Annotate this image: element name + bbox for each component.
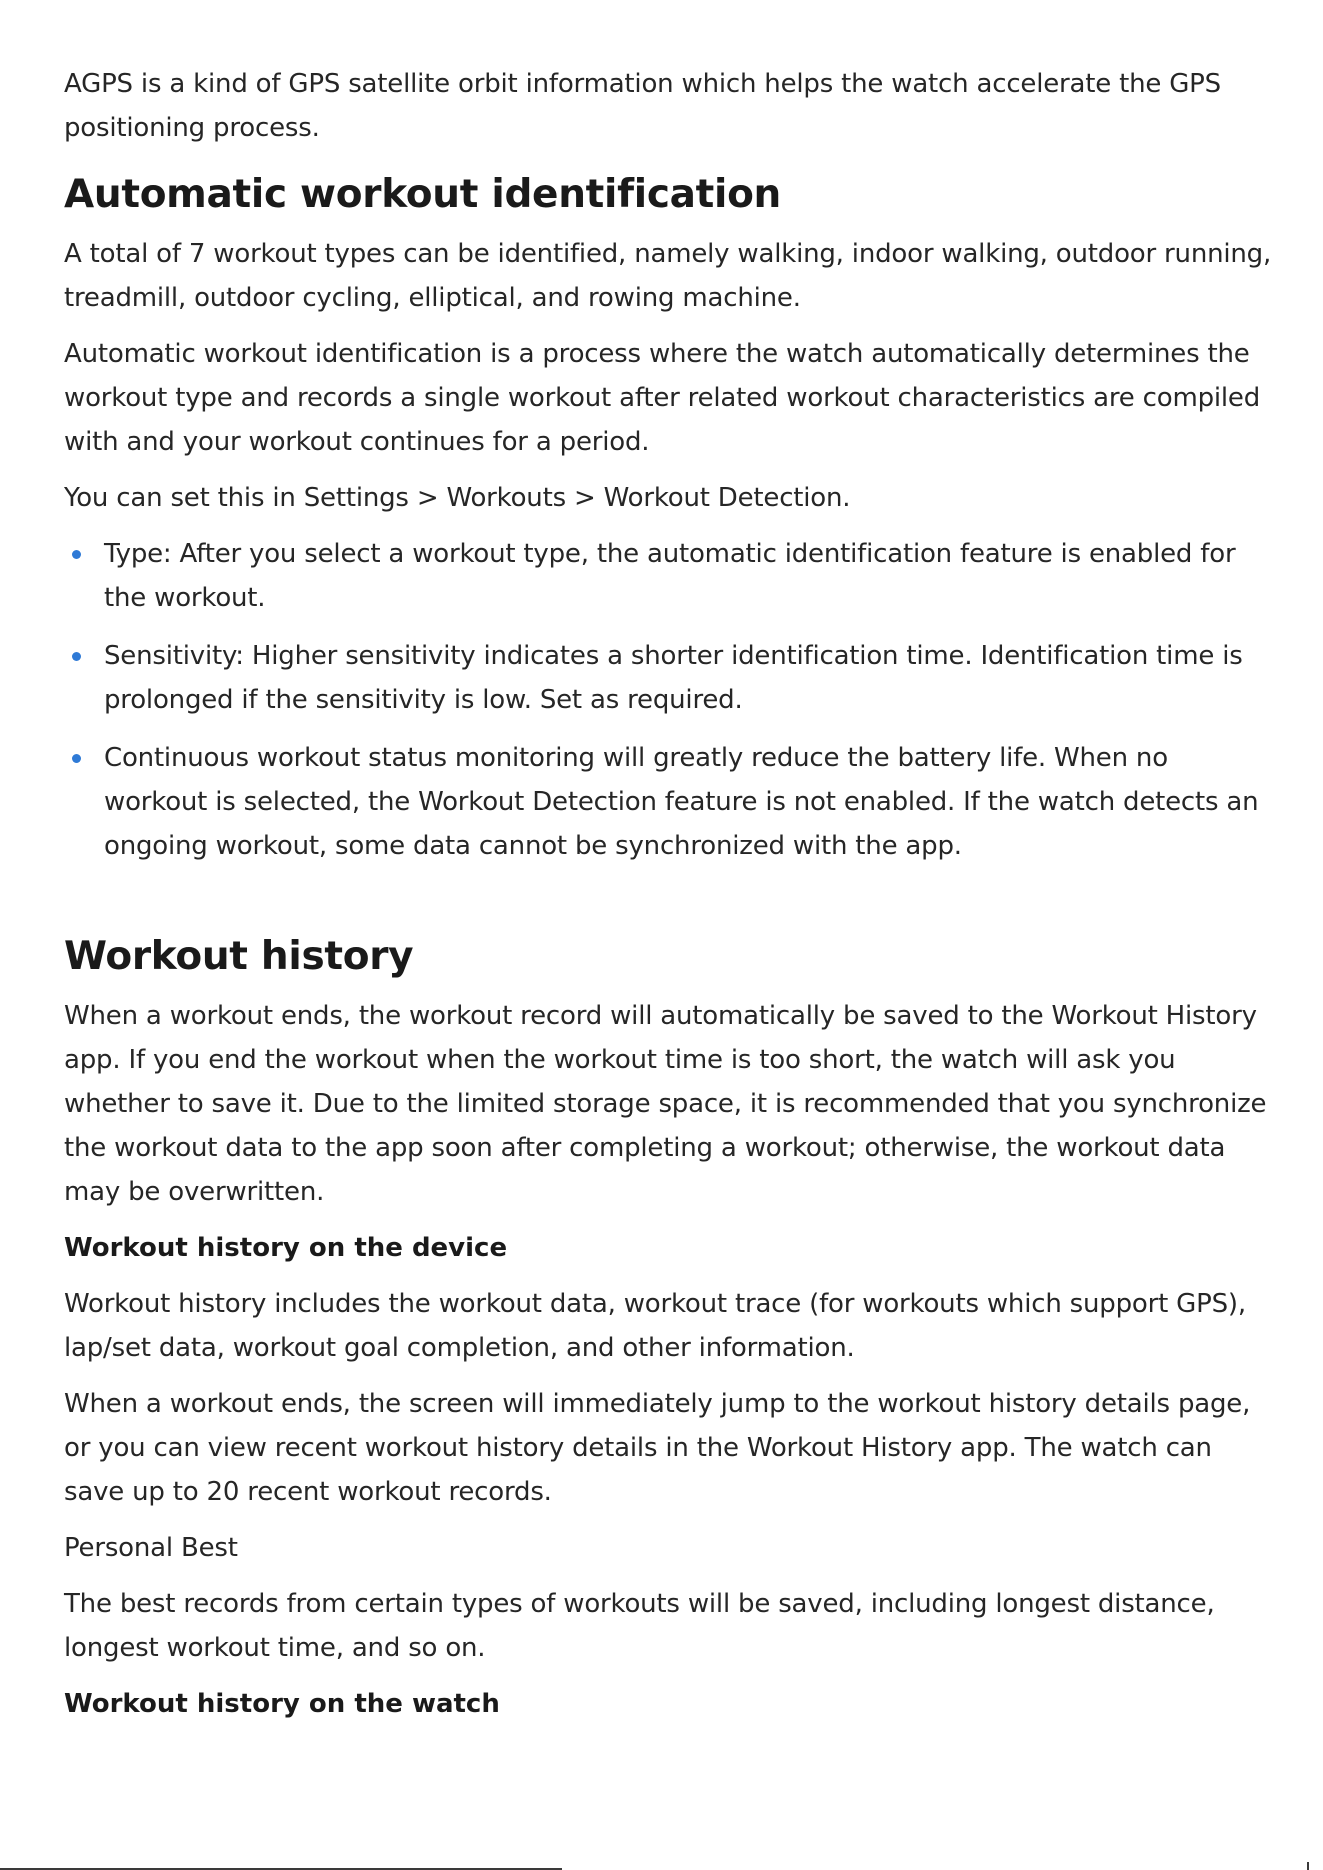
workout-history-intro-paragraph: When a workout ends, the workout record will automatically be saved to the Workout History app. If you end the workout when the workout time is too short, the watch will ask you whether to save it. Due to the limited storage space, it is recommended that you synchronize the workout data to the app soon after completing a workout; otherwise, the workout data may be overwritten.: [64, 1001, 1267, 1207]
agps-paragraph: AGPS is a kind of GPS satellite orbit information which helps the watch accelerate the GPS positioning process.: [64, 69, 1221, 143]
list-item-text: Sensitivity: Higher sensitivity indicates a shorter identification time. Identification time is prolonged if the sensitivity is low. Set as required.: [104, 641, 1243, 715]
list-item-text: Continuous workout status monitoring will greatly reduce the battery life. When no workout is selected, the Workout Detection feature is not enabled. If the watch detects an ongoing workout, some data cannot be synchronized with the app.: [104, 743, 1259, 861]
section-heading-workout-history: Workout history: [64, 934, 414, 979]
workout-types-paragraph: A total of 7 workout types can be identified, namely walking, indoor walking, outdoor running, treadmill, outdoor cycling, elliptical, and rowing machine.: [64, 239, 1272, 313]
list-item-sensitivity: [64, 634, 1274, 722]
list-item-type: [64, 532, 1274, 620]
bullet-dot-icon: [72, 754, 81, 763]
list-item-text: Type: After you select a workout type, the automatic identification feature is enabled for the workout.: [104, 539, 1236, 613]
history-details-paragraph: When a workout ends, the screen will immediately jump to the workout history details page, or you can view recent workout history details in the Workout History app. The watch can save up to 20 recent workout records.: [64, 1389, 1251, 1507]
section-heading-automatic-workout-identification: Automatic workout identification: [64, 172, 782, 217]
personal-best-label: Personal Best: [64, 1533, 238, 1563]
subheading-workout-history-watch: Workout history on the watch: [64, 1689, 500, 1719]
bullet-dot-icon: [72, 652, 81, 661]
detection-settings-list: [64, 532, 1274, 868]
bullet-dot-icon: [72, 550, 81, 559]
identification-process-paragraph: Automatic workout identification is a process where the watch automatically determines the workout type and records a single workout after related workout characteristics are compiled with and your workout continues for a period.: [64, 339, 1261, 457]
personal-best-paragraph: The best records from certain types of workouts will be saved, including longest distance, longest workout time, and so on.: [64, 1589, 1215, 1663]
document-page: [64, 62, 1274, 1738]
list-item-battery-note: [64, 736, 1274, 868]
settings-path-paragraph: You can set this in Settings > Workouts > Workout Detection.: [64, 483, 851, 513]
subheading-workout-history-device: Workout history on the device: [64, 1233, 508, 1263]
history-contents-paragraph: Workout history includes the workout data, workout trace (for workouts which support GPS), lap/set data, workout goal completion, and other information.: [64, 1289, 1246, 1363]
footer-tick-mark: [1307, 1862, 1309, 1870]
